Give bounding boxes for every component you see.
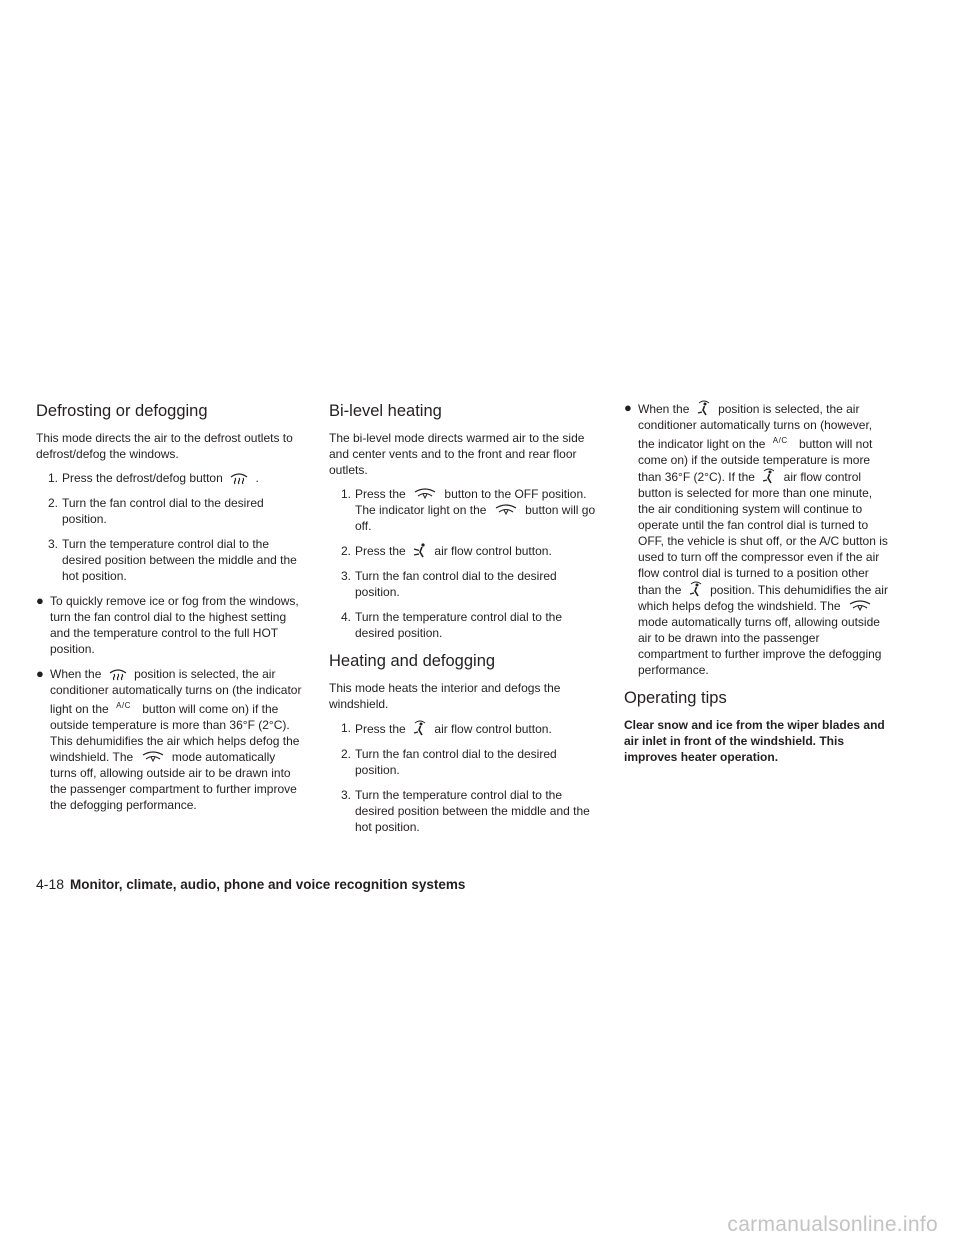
defrost-step-2: 2. Turn the fan control dial to the desired position. xyxy=(36,495,304,527)
step-number: 1. xyxy=(340,721,351,735)
step-number: 2. xyxy=(47,496,58,510)
step-number: 3. xyxy=(47,537,58,551)
heading-operating-tips: Operating tips xyxy=(624,689,727,707)
step-number: 3. xyxy=(340,788,351,802)
defrost-bullet-2: ● When the position is selected, the air conditioner automatically turns on (the indicator light on the A/C button will come on) if the outside temperature is more than 36°F (2°C). This dehumidifies the air which helps defog the windshield. The mode automatically turns off, allowing outside air to be drawn into the passenger compartment to further improve the defogging performance. xyxy=(36,666,302,812)
bullet-marker: ● xyxy=(624,400,632,415)
heading-heating-defogging: Heating and defogging xyxy=(329,652,496,670)
defrost-step-1: 1. Press the defrost/defog button . xyxy=(36,470,304,486)
defrost-bullet-1: ● To quickly remove ice or fog from the windows, turn the fan control dial to the highest setting and the temperature control to the full HOT position. xyxy=(36,593,299,656)
heating-step-2: 2. Turn the fan control dial to the desired position. xyxy=(329,746,597,778)
heating-step-1: 1. Press the air flow control button. xyxy=(329,720,597,737)
step-number: 1. xyxy=(340,487,351,501)
page-footer xyxy=(36,876,465,892)
windshield-mode-icon xyxy=(141,751,165,764)
step-number: 2. xyxy=(340,747,351,761)
windshield-mode-icon xyxy=(848,600,872,613)
ac-label: A/C xyxy=(116,701,131,710)
operating-tips-text: Clear snow and ice from the wiper blades and air inlet in front of the windshield. This improves heater operation. xyxy=(624,718,885,764)
bi-level-step-1: 1. Press the button to the OFF position. The indicator light on the button will go off. xyxy=(329,486,597,534)
bullet-marker: ● xyxy=(36,666,44,681)
defrost-icon xyxy=(230,472,248,485)
bullet-marker: ● xyxy=(36,593,44,608)
floor-defrost-airflow-icon xyxy=(697,400,711,416)
column-right xyxy=(624,400,892,773)
floor-defrost-airflow-icon xyxy=(689,581,703,597)
windshield-mode-icon xyxy=(494,504,518,517)
heating-step-3: 3. Turn the temperature control dial to the desired position between the middle and the hot position. xyxy=(329,787,597,835)
bi-level-airflow-icon xyxy=(413,543,427,558)
floor-defrost-airflow-icon xyxy=(413,720,427,736)
column-middle xyxy=(329,400,597,844)
step-number: 3. xyxy=(340,569,351,583)
heading-defrosting: Defrosting or defogging xyxy=(36,402,208,420)
bi-level-intro: The bi-level mode directs warmed air to the side and center vents and to the front and rear floor outlets. xyxy=(329,431,585,477)
defrost-intro: This mode directs the air to the defrost outlets to defrost/defog the windows. xyxy=(36,431,293,461)
defrost-icon xyxy=(109,668,127,681)
heading-bi-level: Bi-level heating xyxy=(329,402,442,420)
heating-defogging-intro: This mode heats the interior and defogs the windshield. xyxy=(329,681,561,711)
bi-level-step-4: 4. Turn the temperature control dial to the desired position. xyxy=(329,609,597,641)
step-number: 1. xyxy=(47,471,58,485)
defrost-step-3: 3. Turn the temperature control dial to the desired position between the middle and the hot position. xyxy=(36,536,304,584)
column-left xyxy=(36,400,304,822)
page-number: 4-18 xyxy=(36,876,65,892)
bi-level-step-2: 2. Press the air flow control button. xyxy=(329,543,597,559)
watermark: carmanualsonline.info xyxy=(727,1213,938,1236)
step-number: 4. xyxy=(340,610,351,624)
section-title: Monitor, climate, audio, phone and voice recognition systems xyxy=(70,877,466,892)
heating-bullet: ● When the position is selected, the air conditioner automatically turns on (however, the indicator light on the A/C button will not come on) if the outside temperature is more than 36°F (2°C). If the air flow control button is selected for more than one minute, the air conditioning system will continue to operate until the fan control dial is turned to OFF, the vehicle is shut off, or the A/C button is used to turn off the compressor even if the air flow control dial is turned to a position other than the position. This dehumidifies the air which helps defog the windshield. The mode automatically turns off, allowing outside air to be drawn into the passenger compartment to further improve the defogging performance. xyxy=(624,400,888,677)
windshield-mode-icon xyxy=(413,488,437,501)
step-number: 2. xyxy=(340,544,351,558)
ac-label: A/C xyxy=(772,436,788,445)
floor-defrost-airflow-icon xyxy=(762,468,776,484)
bi-level-step-3: 3. Turn the fan control dial to the desired position. xyxy=(329,568,597,600)
